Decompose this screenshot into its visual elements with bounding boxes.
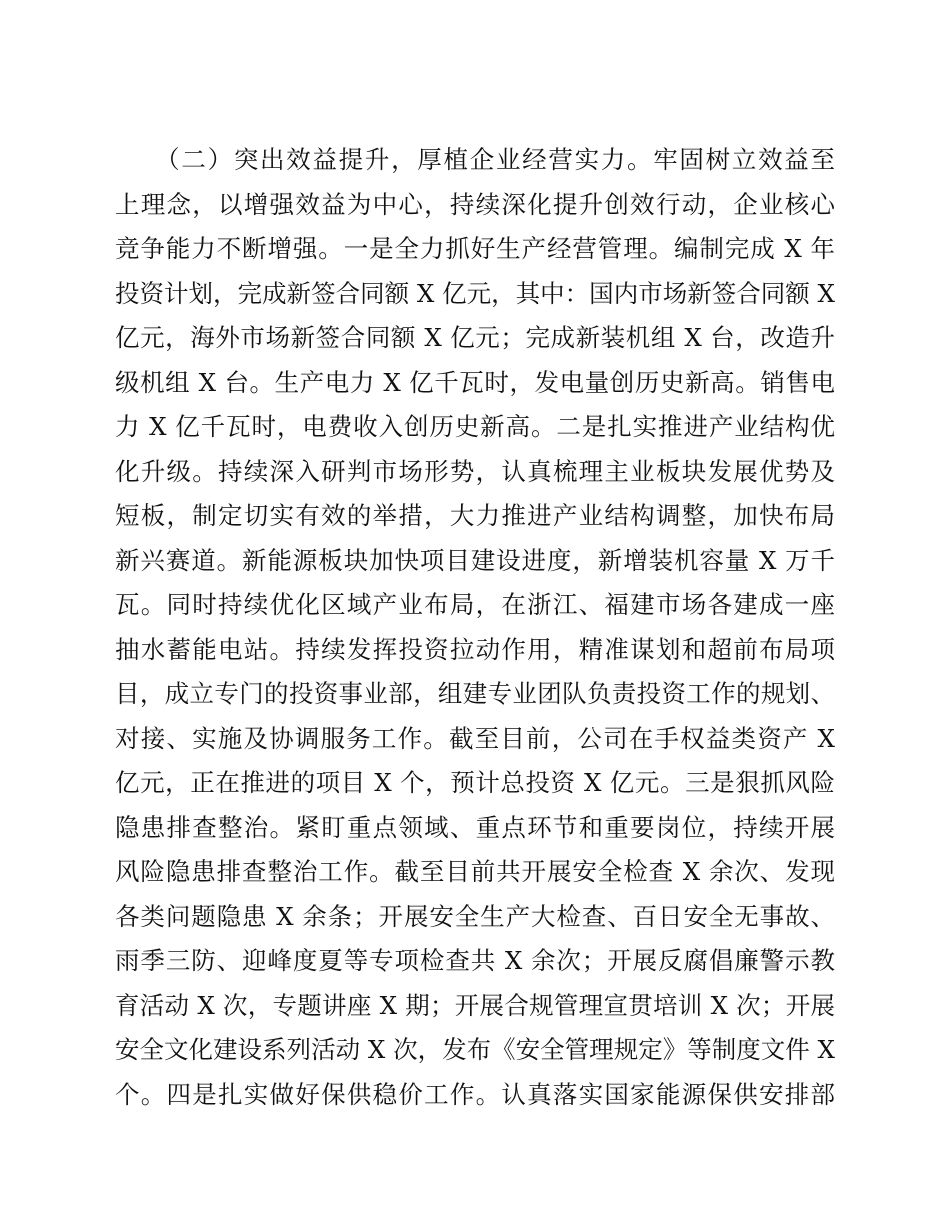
- text-line-8: 化升级。持续深入研判市场形势，认真梳理主业板块发展优势及: [115, 456, 835, 486]
- body-paragraph: [115, 138, 835, 1117]
- text-line-11: 瓦。同时持续优化区域产业布局，在浙江、福建市场各建成一座: [115, 590, 835, 619]
- text-line-4: 投资计划，完成新签合同额 X 亿元，其中：国内市场新签合同额 X: [115, 278, 835, 308]
- text-line-9: 短板，制定切实有效的举措，大力推进产业结构调整，加快布局: [115, 501, 835, 530]
- text-line-21: 安全文化建设系列活动 X 次，发布《安全管理规定》等制度文件 X: [115, 1035, 835, 1064]
- text-line-19: 雨季三防、迎峰度夏等专项检查共 X 余次；开展反腐倡廉警示教: [115, 946, 835, 975]
- text-line-13: 目，成立专门的投资事业部，组建专业团队负责投资工作的规划、: [115, 679, 835, 708]
- text-line-18: 各类问题隐患 X 余条；开展安全生产大检查、百日安全无事故、: [115, 901, 835, 931]
- text-line-6: 级机组 X 台。生产电力 X 亿千瓦时，发电量创历史新高。销售电: [115, 367, 835, 397]
- text-line-12: 抽水蓄能电站。持续发挥投资拉动作用，精准谋划和超前布局项: [115, 634, 835, 664]
- text-line-14: 对接、实施及协调服务工作。截至目前，公司在手权益类资产 X: [115, 723, 835, 753]
- text-line-10: 新兴赛道。新能源板块加快项目建设进度，新增装机容量 X 万千: [115, 545, 835, 575]
- text-line-3: 竞争能力不断增强。一是全力抓好生产经营管理。编制完成 X 年: [115, 234, 835, 263]
- text-line-2: 上理念，以增强效益为中心，持续深化提升创效行动，企业核心: [115, 189, 835, 219]
- text-line-17: 风险隐患排查整治工作。截至目前共开展安全检查 X 余次、发现: [115, 857, 835, 886]
- text-line-5: 亿元，海外市场新签合同额 X 亿元；完成新装机组 X 台，改造升: [115, 323, 835, 352]
- text-line-20: 育活动 X 次，专题讲座 X 期；开展合规管理宣贯培训 X 次；开展: [115, 990, 835, 1020]
- text-line-1: （二）突出效益提升，厚植企业经营实力。牢固树立效益至: [115, 145, 835, 174]
- text-line-7: 力 X 亿千瓦时，电费收入创历史新高。二是扎实推进产业结构优: [115, 412, 835, 441]
- text-line-15: 亿元，正在推进的项目 X 个，预计总投资 X 亿元。三是狠抓风险: [115, 768, 835, 797]
- text-line-16: 隐患排查整治。紧盯重点领域、重点环节和重要岗位，持续开展: [115, 812, 835, 842]
- text-line-22: 个。四是扎实做好保供稳价工作。认真落实国家能源保供安排部: [115, 1079, 835, 1109]
